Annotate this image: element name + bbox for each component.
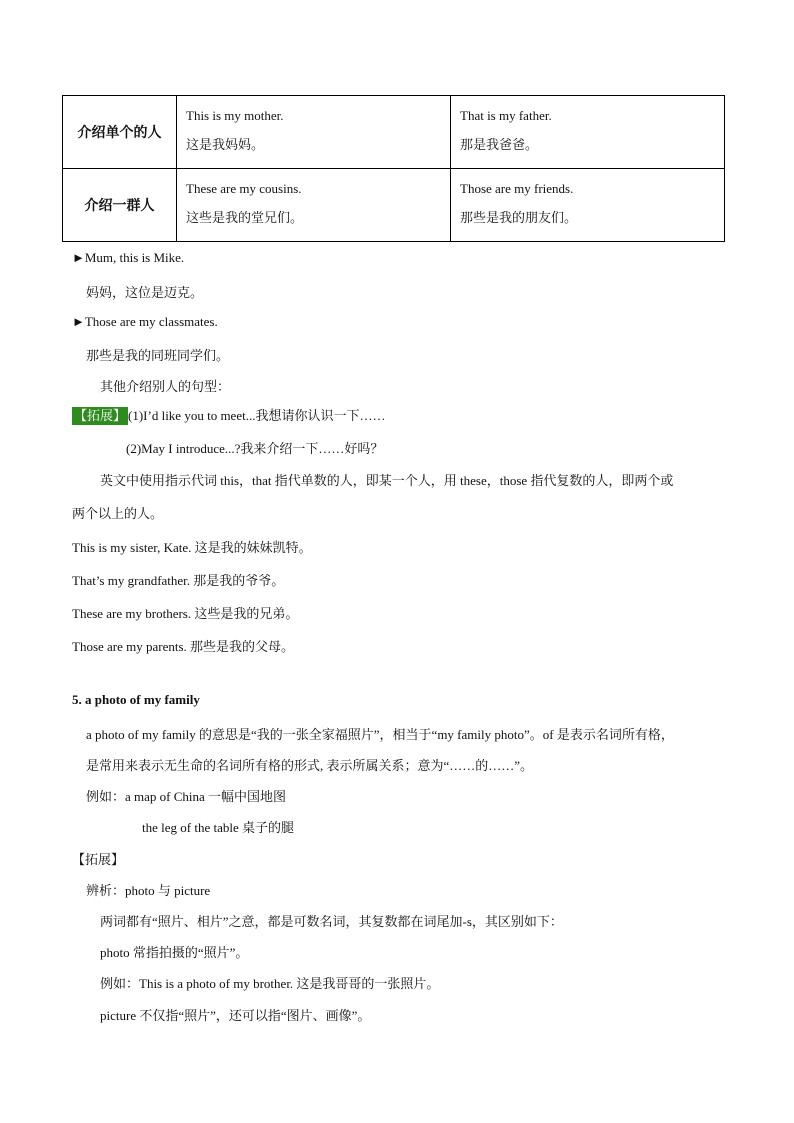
example-1-en: ►Mum, this is Mike. xyxy=(72,250,185,265)
cell-zh: 这是我妈妈。 xyxy=(186,137,265,152)
paragraph-line: 两个以上的人。 xyxy=(72,506,164,521)
table-row xyxy=(63,169,725,242)
paragraph-line: photo 常指拍摄的“照片”。 xyxy=(100,945,249,960)
cell-en: This is my mother. xyxy=(186,108,284,123)
paragraph-line: a photo of my family 的意思是“我的一张全家福照片”，相当于“my family photo”。of 是表示名词所有格， xyxy=(86,727,674,742)
other-intro-label: 其他介绍别人的句型： xyxy=(100,379,231,394)
extend-heading: 【拓展】 xyxy=(72,852,125,867)
sentence-example: These are my brothers. 这些是我的兄弟。 xyxy=(72,606,299,621)
sentence-example: This is my sister, Kate. 这是我的妹妹凯特。 xyxy=(72,540,312,555)
row-label: 介绍一群人 xyxy=(63,169,177,242)
example-line: 例如：a map of China 一幅中国地图 xyxy=(86,789,287,804)
table-cell xyxy=(177,96,451,169)
example-2-en: ►Those are my classmates. xyxy=(72,314,218,329)
extend-text-1: (1)I’d like you to meet...我想请你认识一下…… xyxy=(128,408,386,423)
table-cell xyxy=(177,169,451,242)
paragraph-line: 英文中使用指示代词 this，that 指代单数的人，即某一个人，用 these，those 指代复数的人，即两个或 xyxy=(100,473,674,488)
row-label: 介绍单个的人 xyxy=(63,96,177,169)
table-cell xyxy=(451,96,725,169)
cell-en: Those are my friends. xyxy=(460,181,574,196)
compare-line: 辨析：photo 与 picture xyxy=(86,883,211,898)
section-heading: 5. a photo of my family xyxy=(72,692,200,707)
paragraph-line: picture 不仅指“照片”，还可以指“图片、画像”。 xyxy=(100,1008,371,1023)
example-line: the leg of the table 桌子的腿 xyxy=(142,820,294,835)
intro-table xyxy=(62,95,725,242)
extend-line-1 xyxy=(72,405,385,425)
example-line: 例如：This is a photo of my brother. 这是我哥哥的一张照片。 xyxy=(100,976,440,991)
extend-line-2: (2)May I introduce...?我来介绍一下……好吗？ xyxy=(126,441,384,456)
cell-zh: 这些是我的堂兄们。 xyxy=(186,210,304,225)
paragraph-line: 两词都有“照片、相片”之意，都是可数名词，其复数都在词尾加-s，其区别如下： xyxy=(100,914,563,929)
example-2-zh: 那些是我的同班同学们。 xyxy=(86,348,230,363)
cell-en: That is my father. xyxy=(460,108,552,123)
table-row xyxy=(63,96,725,169)
sentence-example: Those are my parents. 那些是我的父母。 xyxy=(72,639,295,654)
table-cell xyxy=(451,169,725,242)
cell-zh: 那是我爸爸。 xyxy=(460,137,539,152)
cell-zh: 那些是我的朋友们。 xyxy=(460,210,578,225)
example-1-zh: 妈妈，这位是迈克。 xyxy=(86,285,204,300)
paragraph-line: 是常用来表示无生命的名词所有格的形式, 表示所属关系；意为“……的……”。 xyxy=(86,758,534,773)
cell-en: These are my cousins. xyxy=(186,181,302,196)
sentence-example: That’s my grandfather. 那是我的爷爷。 xyxy=(72,573,285,588)
extend-tag: 【拓展】 xyxy=(74,408,127,423)
